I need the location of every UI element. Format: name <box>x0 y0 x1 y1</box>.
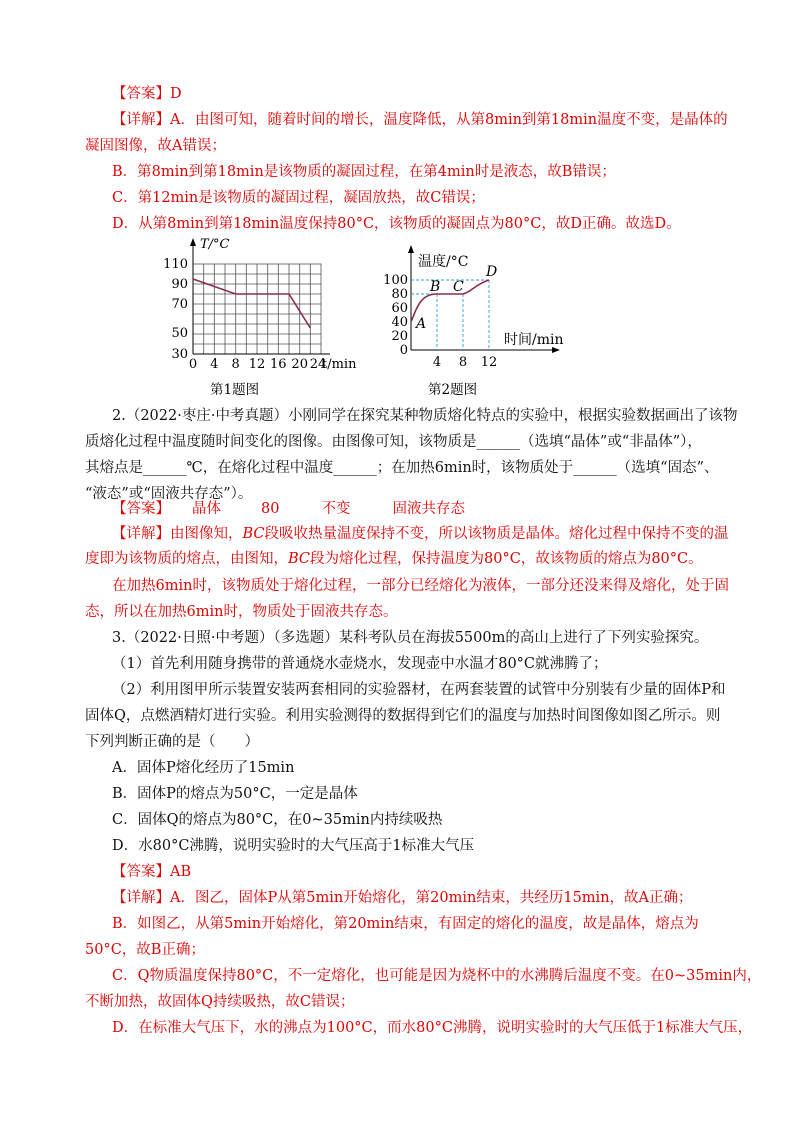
answer-tag: 【答案】 <box>112 86 170 102</box>
q3-detail-c-line1: C．Q物质温度保持80°C，不一定熔化，也可能是因为烧杯中的水沸腾后温度不变。在0~35min内， <box>112 968 762 984</box>
q3-detail-d-line1: D．在标准大气压下，水的沸点为100°C，而水80°C沸腾，说明实验时的大气压低于1标准大气压， <box>112 1020 753 1036</box>
figure2-xtick: 4 <box>432 355 442 370</box>
figure2-xtick: 12 <box>480 355 498 370</box>
q1-detail-b: B．第8min到第18min是该物质的凝固过程，在第4min时是液态，故B错误； <box>112 164 616 180</box>
q2-stem-line1: 2.（2022·枣庄·中考真题）小刚同学在探究某种物质熔化特点的实验中，根据实验数据画出了该物 <box>112 408 738 424</box>
q3-stem-line2: （1）首先利用随身携带的普通烧水壶烧水，发现壶中水温才80°C就沸腾了； <box>112 656 608 672</box>
q3-stem-line1: 3.（2022·日照·中考题）（多选题）某科考队员在海拔5500m的高山上进行了下列实验探究。 <box>112 630 709 646</box>
figure2-ytick: 60 <box>391 301 408 316</box>
q2-answer <box>112 499 465 519</box>
q2-stem-line2: 质熔化过程中温度随时间变化的图像。由图像可知，该物质是______（选填“晶体”或“非晶体”）， <box>85 434 702 450</box>
figure2-caption: 第2题图 <box>428 382 478 398</box>
q3-detail-b-line2: 50°C，故B正确； <box>85 942 205 958</box>
detail-text: A．图乙，固体P从第5min开始熔化，第20min结束，共经历15min，故A正确； <box>170 890 693 906</box>
q1-answer <box>112 84 182 104</box>
figure2-y-arrow <box>408 245 414 253</box>
q2-detail-line4: 态，所以在加热6min时，物质处于固液共存态。 <box>85 604 398 620</box>
q2-stem-line3: 其熔点是______℃，在熔化过程中温度______；在加热6min时，该物质处于______（选填“固态”、 <box>85 460 719 476</box>
figure1-xtick: 24 <box>309 357 327 372</box>
q3-answer <box>112 862 191 882</box>
figure2-point-label: D <box>486 264 498 280</box>
figure1-ytick: 30 <box>171 347 188 362</box>
q2-stem-line4: “液态”或“固液共存态”）。 <box>85 486 253 502</box>
figure1-ytick: 50 <box>171 326 188 341</box>
figure2-point-label: C <box>453 279 464 295</box>
answer-blank-3: 不变 <box>321 501 351 517</box>
q3-detail-b-line1: B．如图乙，从第5min开始熔化，第20min结束，有固定的熔化的温度，故是晶体，熔点为 <box>112 916 699 932</box>
answer-blank-1: 晶体 <box>192 501 221 517</box>
detail-tag: 【详解】 <box>112 890 170 906</box>
figure1-xtick: 8 <box>231 357 240 372</box>
q2-detail-line1 <box>112 524 729 544</box>
q3-option-c: C．固体Q的熔点为80°C，在0~35min内持续吸热 <box>112 812 443 828</box>
figure2-ytick: 20 <box>391 329 408 344</box>
answer-blank-4: 固液共存态 <box>392 501 465 517</box>
figure1-ytick: 110 <box>163 257 188 272</box>
figure1-graph <box>160 236 360 372</box>
figure1-xtick: 0 <box>188 357 198 372</box>
figure2-guides <box>411 280 489 350</box>
q3-detail-c-line2: 不断加热，故固体Q持续吸热，故C错误； <box>85 994 355 1010</box>
figure2-point-label: B <box>430 279 441 295</box>
figure1-x-label: t/min <box>322 357 357 372</box>
figure1-ytick: 90 <box>171 277 188 292</box>
answer-value: D <box>170 86 182 102</box>
q2-detail-line3: 在加热6min时，该物质处于熔化过程，一部分已经熔化为液体，一部分还没来得及熔化，处于固 <box>112 578 729 594</box>
figure1-y-label: T/°C <box>200 237 230 252</box>
q1-detail-line1 <box>112 110 728 130</box>
answer-tag: 【答案】 <box>112 864 170 880</box>
q3-option-b: B．固体P的熔点为50°C，一定是晶体 <box>112 786 358 802</box>
figure1-xtick: 12 <box>248 357 266 372</box>
figure2-ytick: 80 <box>391 287 408 302</box>
figure1-caption: 第1题图 <box>210 382 260 398</box>
figure2-ytick: 100 <box>383 273 408 288</box>
figure1-xtick: 20 <box>291 357 308 372</box>
detail-text: A．由图可知，随着时间的增长，温度降低，从第8min到第18min温度不变，是晶体的 <box>170 112 728 128</box>
figure1-grid <box>193 264 321 354</box>
q3-option-d: D．水80°C沸腾，说明实验时的大气压高于1标准大气压 <box>112 838 475 854</box>
answer-blank-2: 80 <box>261 501 280 517</box>
figure1-ytick: 70 <box>171 297 188 312</box>
answer-tag: 【答案】 <box>112 501 170 517</box>
figure2-x-label: 时间/min <box>504 332 564 348</box>
figure2-graph <box>376 242 576 372</box>
q3-stem-line4: 固体Q，点燃酒精灯进行实验。利用实验测得的数据得到它们的温度与加热时间图像如图乙所示。则 <box>85 708 721 724</box>
figure1-xtick: 4 <box>210 357 219 372</box>
answer-value: AB <box>170 864 192 880</box>
figure1-curve <box>193 279 310 328</box>
q1-detail-d: D．从第8min到第18min温度保持80°C，该物质的凝固点为80°C，故D正确。故选D。 <box>112 216 681 232</box>
q3-stem-line3: （2）利用图甲所示装置安装两套相同的实验器材，在两套装置的试管中分别装有少量的固体P和 <box>112 682 726 698</box>
figure2-point-label: A <box>416 316 427 332</box>
q1-detail-line2: 凝固图像，故A错误； <box>85 138 226 154</box>
q3-detail-a <box>112 888 693 908</box>
figure1-y-arrow <box>190 238 196 246</box>
figure1-xtick: 16 <box>270 357 287 372</box>
q1-detail-c: C．第12min是该物质的凝固过程，凝固放热，故C错误； <box>112 190 485 206</box>
detail-tag: 【详解】 <box>112 526 170 542</box>
figure2-y-label: 温度/°C <box>418 254 469 270</box>
figure2-ytick: 0 <box>399 343 408 358</box>
detail-text: 由图像知，BC段吸收热量温度保持不变，所以该物质是晶体。熔化过程中保持不变的温 <box>170 526 729 542</box>
detail-tag: 【详解】 <box>112 112 170 128</box>
q3-stem-line5: 下列判断正确的是（ ） <box>85 734 259 750</box>
q2-detail-line2: 度即为该物质的熔点，由图知，BC段为熔化过程，保持温度为80°C，故该物质的熔点为80°C。 <box>85 551 703 567</box>
figure2-ytick: 40 <box>391 315 408 330</box>
figure2-xtick: 8 <box>458 355 468 370</box>
q3-option-a: A．固体P熔化经历了15min <box>112 760 295 776</box>
